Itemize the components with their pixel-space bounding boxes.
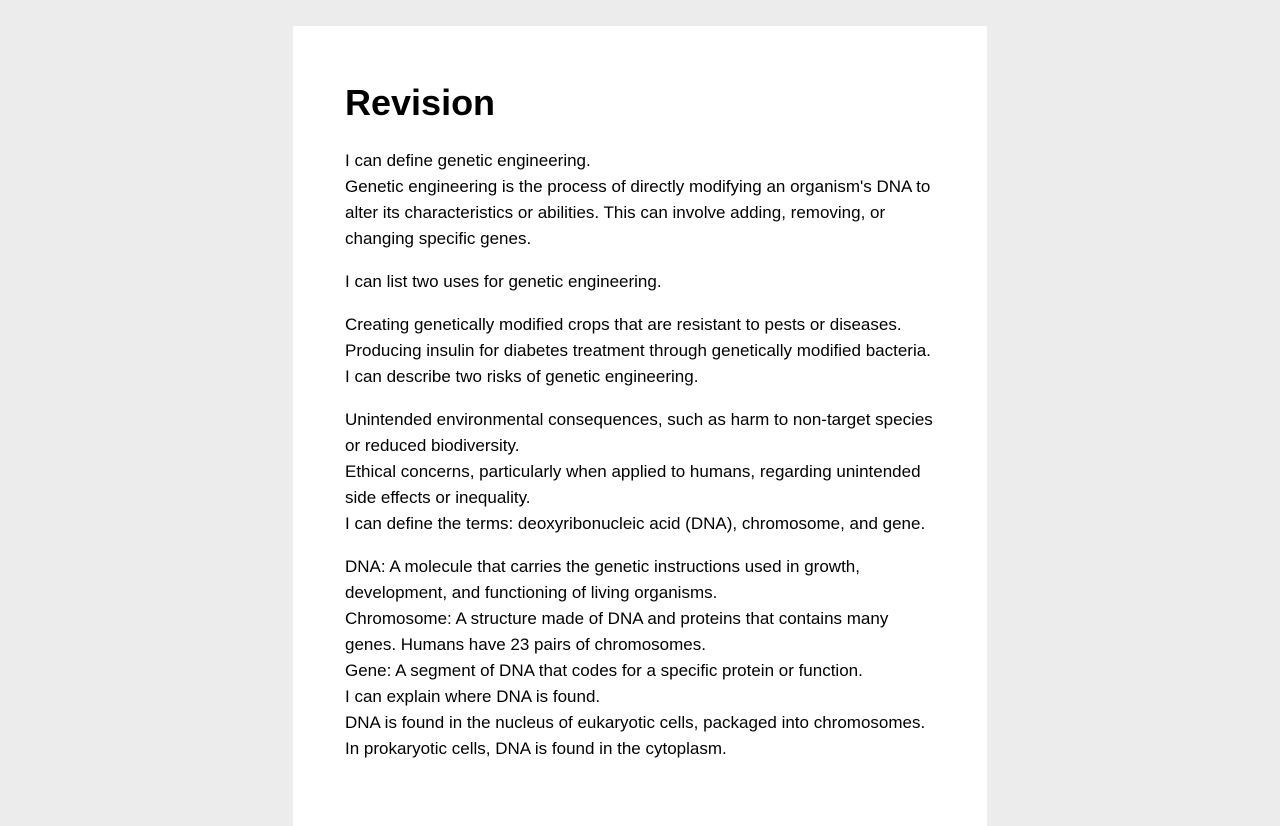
paragraph-line: Genetic engineering is the process of directly modifying an organism's DNA to alter its characteristics or abilities. This can involve adding, removing, or changing specific genes.: [345, 177, 931, 248]
paragraph-line: I can define genetic engineering.: [345, 151, 591, 170]
paragraph-line: Producing insulin for diabetes treatment through genetically modified bacteria.: [345, 341, 931, 360]
paragraph-line: I can describe two risks of genetic engineering.: [345, 367, 699, 386]
paragraph-line: I can list two uses for genetic engineering.: [345, 272, 662, 291]
paragraph-line: Chromosome: A structure made of DNA and proteins that contains many genes. Humans have 23 pairs of chromosomes.: [345, 609, 889, 654]
paragraph-line: Unintended environmental consequences, such as harm to non-target species or reduced biodiversity.: [345, 410, 933, 455]
paragraph-line: I can explain where DNA is found.: [345, 687, 601, 706]
paragraph-line: DNA is found in the nucleus of eukaryotic cells, packaged into chromosomes. In prokaryotic cells, DNA is found in the cytoplasm.: [345, 713, 926, 758]
paragraph-5: [345, 554, 935, 762]
paragraph-2: [345, 269, 935, 295]
paragraph-line: Gene: A segment of DNA that codes for a specific protein or function.: [345, 661, 863, 680]
paragraph-4: [345, 407, 935, 537]
paragraph-line: DNA: A molecule that carries the genetic instructions used in growth, development, and functioning of living organisms.: [345, 557, 860, 602]
paragraph-3: [345, 312, 935, 390]
paragraph-line: Creating genetically modified crops that are resistant to pests or diseases.: [345, 315, 902, 334]
paragraph-line: Ethical concerns, particularly when applied to humans, regarding unintended side effects or inequality.: [345, 462, 921, 507]
document-page: [293, 26, 987, 826]
page-title: Revision: [345, 82, 496, 123]
paragraph-1: [345, 148, 935, 252]
paragraph-line: I can define the terms: deoxyribonucleic acid (DNA), chromosome, and gene.: [345, 514, 926, 533]
